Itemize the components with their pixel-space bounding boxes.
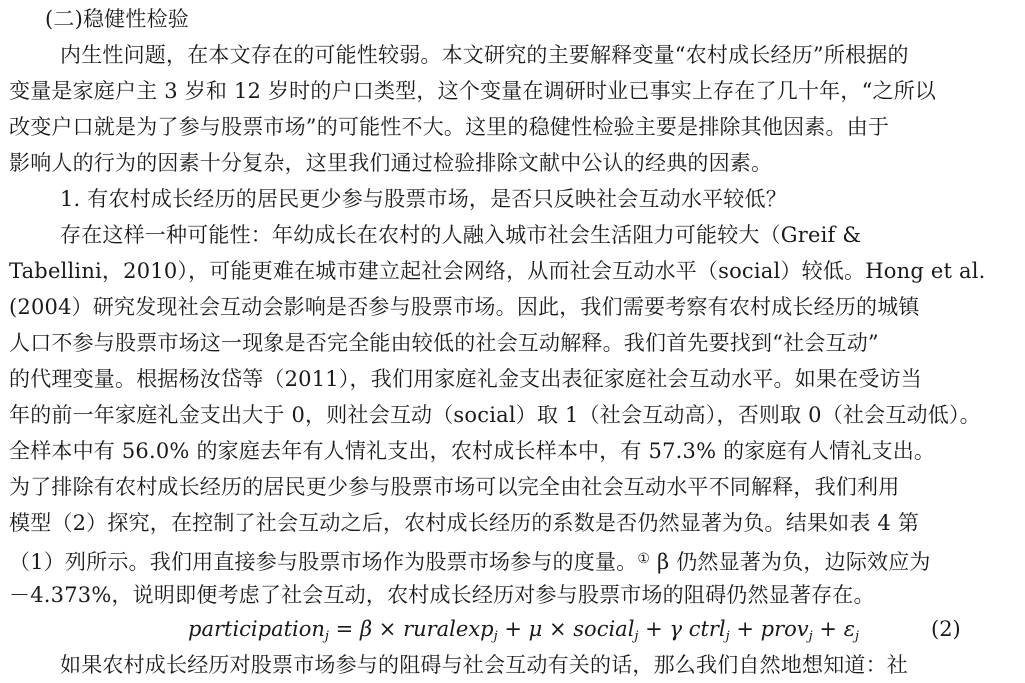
eq-sub-j: j xyxy=(324,629,329,644)
paragraph-line-3: 改变户口就是为了参与股票市场”的可能性不大。这里的稳健性检验主要是排除其他因素。由于 xyxy=(9,115,890,139)
eq-equals: = xyxy=(335,617,354,641)
footnote-marker[interactable]: ① xyxy=(637,551,651,567)
paragraph-line-12: 全样本中有 56.0% 的家庭去年有人情礼支出，农村成长样本中，有 57.3% 的家庭有人情礼支出。 xyxy=(9,439,936,463)
line-15-tail: β 仍然显著为负，边际效应为 xyxy=(650,550,931,574)
paragraph-line-10: 的代理变量。根据杨汝岱等（2011），我们用家庭礼金支出表征家庭社会互动水平。如果在受访当 xyxy=(9,367,922,391)
eq-term-ruralexp: ruralexp xyxy=(403,617,494,641)
eq-sub-j: j xyxy=(634,629,639,644)
line-15-text: （1）列所示。我们用直接参与股票市场作为股票市场参与的度量。 xyxy=(9,550,638,574)
paragraph-line-1: 内生性问题，在本文存在的可能性较弱。本文研究的主要解释变量“农村成长经历”所根据的 xyxy=(60,43,909,67)
eq-sub-j: j xyxy=(854,629,859,644)
paragraph-line-8: (2004）研究发现社会互动会影响是否参与股票市场。因此，我们需要考察有农村成长经历的城镇 xyxy=(9,295,920,319)
equation-number: (2) xyxy=(931,617,961,641)
paragraph-line-15 xyxy=(9,544,931,574)
eq-plus: + xyxy=(504,617,522,641)
paragraph-line-7: Tabellini，2010），可能更难在城市建立起社会网络，从而社会互动水平（social）较低。Hong et al. xyxy=(9,259,986,283)
eq-mu: μ xyxy=(528,617,543,641)
eq-gamma: γ xyxy=(669,617,682,641)
eq-term-ctrl: ctrl xyxy=(688,617,726,641)
eq-sub-j: j xyxy=(725,629,730,644)
eq-plus: + xyxy=(645,617,663,641)
paragraph-line-16: －4.373%，说明即便考虑了社会互动，农村成长经历对参与股票市场的阻碍仍然显著存在。 xyxy=(9,583,875,607)
equation-2 xyxy=(0,614,1025,644)
paragraph-line-6: 存在这样一种可能性：年幼成长在农村的人融入城市社会生活阻力可能较大（Greif & xyxy=(60,223,862,247)
eq-epsilon: ε xyxy=(843,617,855,641)
eq-term-social: social xyxy=(573,617,635,641)
paragraph-line-11: 年的前一年家庭礼金支出大于 0，则社会互动（social）取 1（社会互动高），否则取 0（社会互动低）。 xyxy=(9,403,981,427)
paragraph-line-4: 影响人的行为的因素十分复杂，这里我们通过检验排除文献中公认的经典的因素。 xyxy=(9,151,773,175)
section-heading: (二)稳健性检验 xyxy=(45,7,189,31)
paragraph-line-13: 为了排除有农村成长经历的居民更少参与股票市场可以完全由社会互动水平不同解释，我们利用 xyxy=(9,475,900,499)
equation-body xyxy=(188,614,859,652)
subsection-question: 1. 有农村成长经历的居民更少参与股票市场，是否只反映社会互动水平较低？ xyxy=(60,187,787,211)
paragraph-last-line: 如果农村成长经历对股票市场参与的阻碍与社会互动有关的话，那么我们自然地想知道：社 xyxy=(60,653,908,677)
eq-times: × xyxy=(548,617,567,641)
eq-plus: + xyxy=(736,617,754,641)
paragraph-line-14: 模型（2）探究，在控制了社会互动之后，农村成长经历的系数是否仍然显著为负。结果如表 4 第 xyxy=(9,511,920,535)
eq-term-participation: participation xyxy=(188,617,325,641)
eq-beta: β xyxy=(359,617,373,641)
eq-sub-j: j xyxy=(808,629,813,644)
eq-times: × xyxy=(378,617,397,641)
paragraph-line-9: 人口不参与股票市场这一现象是否完全能由较低的社会互动解释。我们首先要找到“社会互动” xyxy=(9,331,879,355)
eq-term-prov: prov xyxy=(760,617,809,641)
paragraph-line-2: 变量是家庭户主 3 岁和 12 岁时的户口类型，这个变量在调研时业已事实上存在了几十年，“之所以 xyxy=(9,79,937,103)
eq-sub-j: j xyxy=(493,629,498,644)
eq-plus: + xyxy=(819,617,837,641)
